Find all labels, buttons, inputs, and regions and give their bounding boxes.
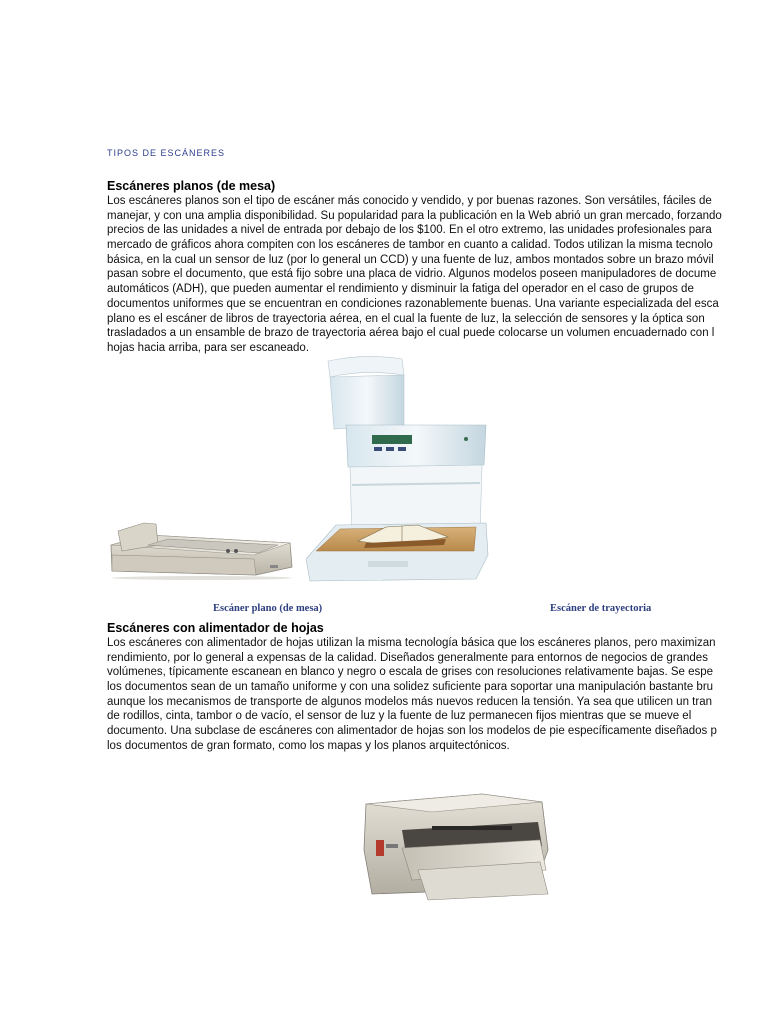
section-title-flatbed: Escáneres planos (de mesa) (107, 179, 276, 193)
text-line: pasan sobre el documento, que está fijo sobre una placa de vidrio. Algunos modelos poseen manipuladores de docume (107, 268, 717, 281)
caption-overhead: Escáner de trayectoria (550, 603, 652, 614)
text-line: trasladados a un ensamble de brazo de trayectoria aérea bajo el cual puede colocarse un volumen encuadernado con l (107, 327, 715, 340)
text-line: precios de las unidades a nivel de entrada por debajo de los $100. En el otro extremo, las unidades profesionales para (107, 224, 712, 237)
sheetfed-scanner-image (362, 790, 552, 902)
page-title: TIPOS DE ESCÁNERES (107, 148, 226, 158)
text-line: rendimiento, por lo general a expensas de la calidad. Diseñados generalmente para entornos de negocios de grandes (107, 651, 708, 664)
section-title-sheetfed: Escáneres con alimentador de hojas (107, 621, 324, 635)
text-line: aunque los mecanismos de transporte de algunos modelos más nuevos reducen la tensión. Ya sea que utilicen un tran (107, 695, 712, 708)
text-line: básica, en la cual un sensor de luz (por lo general un CCD) y una fuente de luz, ambos montados sobre un brazo móvil (107, 253, 714, 266)
text-line: Los escáneres con alimentador de hojas utilizan la misma tecnología básica que los escáneres planos, pero maximizan (107, 637, 716, 649)
text-line: manejar, y con una amplia disponibilidad. Su popularidad para la publicación en la Web abrió un gran mercado, forzando (107, 209, 722, 222)
text-line: hojas hacia arriba, para ser escaneado. (107, 341, 310, 354)
text-line: mercado de gráficos ahora compiten con los escáneres de tambor en cuanto a calidad. Todos utilizan la misma tecnolo (107, 239, 713, 252)
text-line: plano es el escáner de libros de trayectoria aérea, en el cual la fuente de luz, la selección de sensores y la óptica son (107, 312, 705, 325)
text-line: Los escáneres planos son el tipo de escáner más conocido y vendido, y por buenas razones. Son versátiles, fáciles de (107, 195, 712, 207)
text-line: documento. Una subclase de escáneres con alimentador de hojas son los modelos de pie específicamente diseñados p (107, 725, 717, 738)
overhead-book-scanner-image (306, 355, 491, 582)
section-body-sheetfed (107, 636, 717, 754)
text-line: de rodillos, cinta, tambor o de vacío, el sensor de luz y la fuente de luz permanecen fijos mientras que se mueve el (107, 710, 692, 723)
caption-flatbed: Escáner plano (de mesa) (213, 603, 323, 614)
text-line: documentos uniformes que se encuentran en condiciones razonablemente buenas. Una variante especializada del esca (107, 297, 719, 310)
text-line: automáticos (ADH), que pueden aumentar el rendimiento y disminuir la fatiga del operador en el caso de grupos de (107, 283, 694, 296)
text-line: los documentos sean de un tamaño uniforme y con una solidez suficiente para soportar una manipulación bastante bru (107, 681, 714, 694)
text-line: volúmenes, típicamente escanean en blanco y negro o escala de grises con resoluciones relativamente bajas. Se espe (107, 666, 714, 679)
flatbed-scanner-image (108, 515, 294, 581)
text-line: los documentos de gran formato, como los mapas y los planos arquitectónicos. (107, 739, 510, 752)
section-body-flatbed (107, 194, 722, 356)
